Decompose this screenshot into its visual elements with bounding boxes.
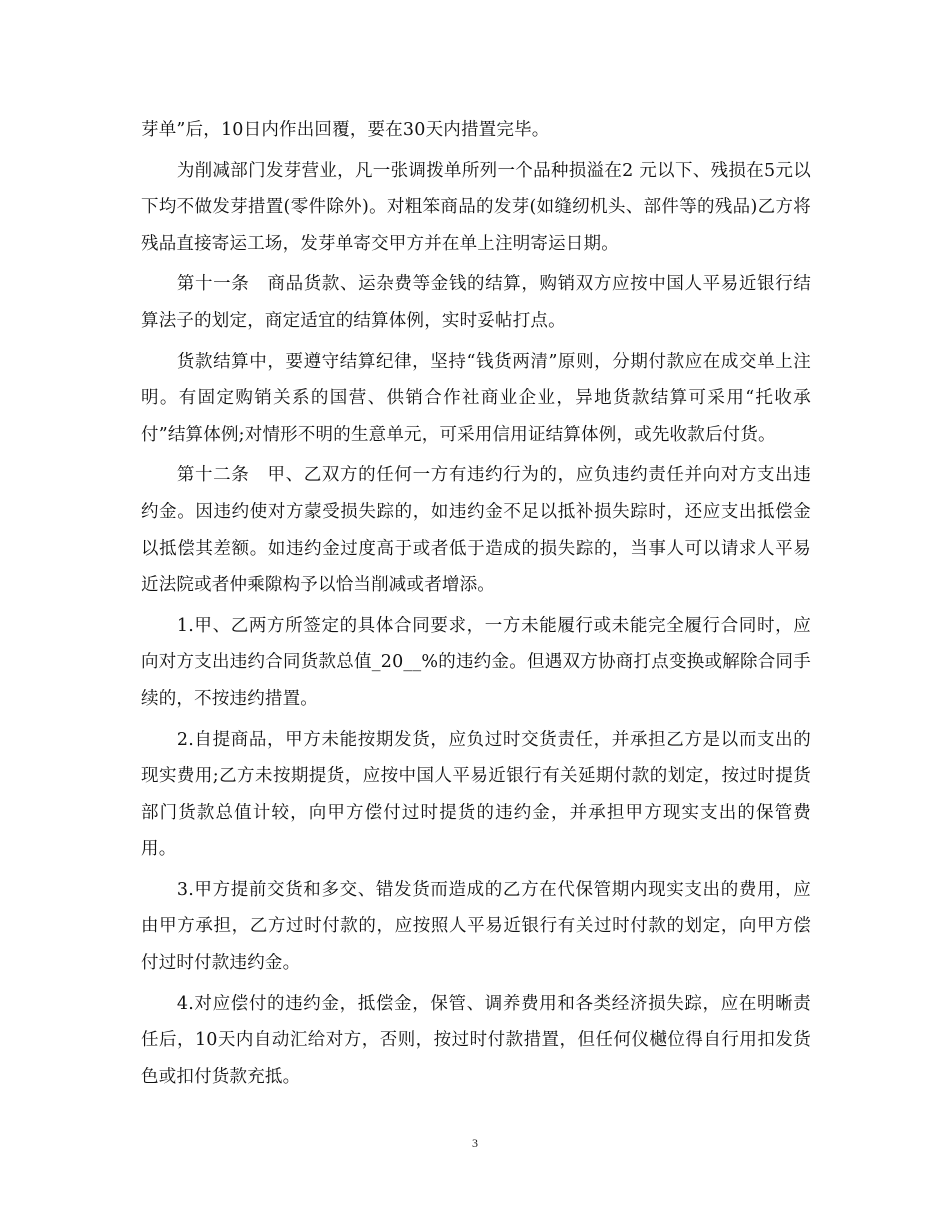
paragraph-article-11: 第十一条 商品货款、运杂费等金钱的结算，购销双方应按中国人平易近银行结算法子的划定，商定适宜的结算体例，实时妥帖打点。 [141,274,811,331]
paragraph-clause-1: 1.甲、乙两方所签定的具体合同要求，一方未能履行或未能完全履行合同时，应向对方支出违约合同货款总值_20__%的违约金。但遇双方协商打点变换或解除合同手续的，不按违约措置。 [141,615,811,709]
paragraph-settlement-rules: 货款结算中，要遵守结算纪律，坚持“钱货两清”原则，分期付款应在成交单上注明。有固定购销关系的国营、供销合作社商业企业，异地货款结算可采用“托收承付”结算体例;对情形不明的生意单元，可采用信用证结算体例，或先收款后付货。 [141,351,811,445]
page-number: 3 [472,1136,478,1150]
paragraph-clause-2: 2.自提商品，甲方未能按期发货，应负过时交货责任，并承担乙方是以而支出的现实费用;乙方未按期提货，应按中国人平易近银行有关延期付款的划定，按过时提货部门货款总值计较，向甲方偿付过时提货的违约金，并承担甲方现实支出的保管费用。 [141,729,811,860]
document-body [141,112,811,1099]
paragraph-clause-4: 4.对应偿付的违约金，抵偿金，保管、调养费用和各类经济损失踪，应在明晰责任后，10天内自动汇给对方，否则，按过时付款措置，但任何仪樾位得自行用扣发货色或扣付货款充抵。 [141,993,811,1087]
paragraph-clause-3: 3.甲方提前交货和多交、错发货而造成的乙方在代保管期内现实支出的费用，应由甲方承担，乙方过时付款的，应按照人平易近银行有关过时付款的划定，向甲方偿付过时付款违约金。 [141,879,811,974]
paragraph-defect-handling: 为削减部门发芽营业，凡一张调拨单所列一个品种损溢在2 元以下、残损在5元以下均不做发芽措置(零件除外)。对粗笨商品的发芽(如缝纫机头、部件等的残品)乙方将残品直接寄运工场，发芽单寄交甲方并在单上注明寄运日期。 [141,160,811,254]
paragraph-continuation: 芽单”后，10日内作出回覆，要在30天内措置完毕。 [141,120,550,140]
paragraph-article-12: 第十二条 甲、乙双方的任何一方有违约行为的，应负违约责任并向对方支出违约金。因违约使对方蒙受损失踪的，如违约金不足以抵补损失踪时，还应支出抵偿金以抵偿其差额。如违约金过度高于或者低于造成的损失踪的，当事人可以请求人平易近法院或者仲乘隙构予以恰当削减或者增添。 [141,465,811,596]
